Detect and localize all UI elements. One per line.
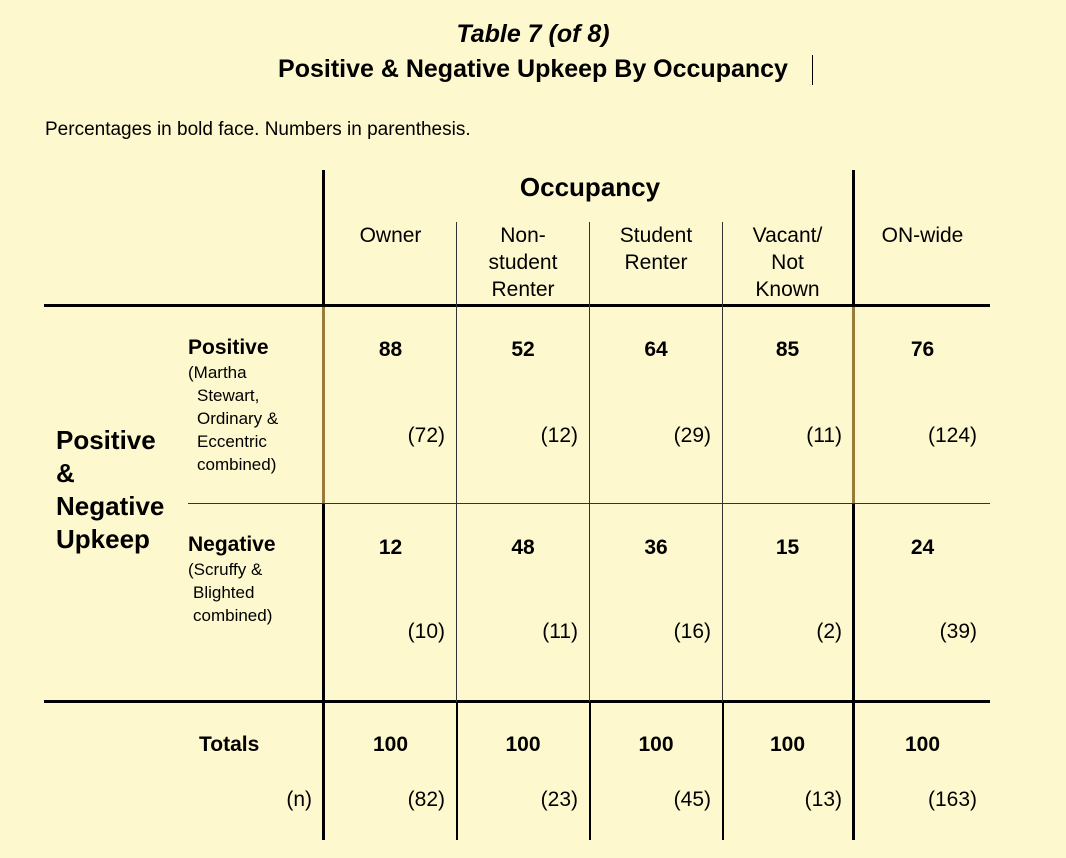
- totals-pct-owner: 100: [372, 733, 409, 756]
- positive-n-student: (29): [673, 424, 711, 447]
- totals-n-vacant: (13): [804, 788, 842, 811]
- totals-n-student: (45): [673, 788, 711, 811]
- negative-n-vacant: (2): [816, 620, 842, 643]
- row-sublabel-negative: (Scruffy & Blighted combined): [188, 560, 273, 625]
- negative-pct-nonstudent: 48: [511, 536, 535, 559]
- negative-pct-student: 36: [644, 536, 668, 559]
- col-header-student-renter: Student Renter: [619, 224, 693, 274]
- col-divider: [456, 702, 458, 840]
- header-bottom-rule: [44, 304, 990, 307]
- col-header-vacant: Vacant/ Not Known: [752, 224, 823, 301]
- totals-n-nonstudent: (23): [540, 788, 578, 811]
- row-divider: [188, 503, 990, 504]
- col-header-nonstudent-renter: Non- student Renter: [488, 224, 558, 301]
- occupancy-header: Occupancy: [519, 172, 661, 202]
- col-divider: [722, 702, 724, 840]
- negative-n-onwide: (39): [939, 620, 977, 643]
- row-label-negative: Negative: [188, 533, 276, 556]
- totals-pct-student: 100: [638, 733, 674, 756]
- row-group-label: Positive & Negative Upkeep: [56, 425, 165, 554]
- col-divider: [589, 702, 591, 840]
- positive-n-owner: (72): [407, 424, 445, 447]
- negative-n-student: (16): [673, 620, 711, 643]
- totals-pct-onwide: 100: [904, 733, 941, 756]
- col-header-onwide: ON-wide: [881, 224, 964, 247]
- positive-n-vacant: (11): [806, 424, 842, 447]
- totals-pct-vacant: 100: [769, 733, 806, 756]
- row-sublabel-positive: (Martha Stewart, Ordinary & Eccentric combined): [188, 363, 279, 474]
- negative-pct-vacant: 15: [775, 536, 800, 559]
- row-label-n: (n): [286, 788, 312, 811]
- positive-n-onwide: (124): [927, 424, 977, 447]
- table-title: Table 7 (of 8): [456, 20, 610, 48]
- positive-pct-onwide: 76: [910, 338, 935, 361]
- totals-top-rule: [44, 700, 990, 703]
- row-label-totals: Totals: [199, 733, 260, 756]
- negative-n-nonstudent: (11): [542, 620, 578, 643]
- positive-highlight-left: [322, 307, 325, 503]
- table-subtitle: Positive & Negative Upkeep By Occupancy: [278, 55, 788, 83]
- totals-n-onwide: (163): [927, 788, 977, 811]
- positive-highlight-right: [852, 307, 855, 503]
- col-header-owner: Owner: [359, 224, 422, 247]
- positive-n-nonstudent: (12): [540, 424, 578, 447]
- text-cursor: [812, 55, 813, 85]
- table-note: Percentages in bold face. Numbers in parenthesis.: [45, 119, 471, 140]
- positive-pct-student: 64: [644, 338, 668, 361]
- negative-n-owner: (10): [407, 620, 445, 643]
- row-label-positive: Positive: [188, 336, 269, 359]
- negative-pct-owner: 12: [378, 536, 403, 559]
- negative-pct-onwide: 24: [910, 536, 935, 559]
- totals-n-owner: (82): [407, 788, 445, 811]
- positive-pct-vacant: 85: [775, 338, 800, 361]
- totals-pct-nonstudent: 100: [505, 733, 541, 756]
- positive-pct-nonstudent: 52: [511, 338, 535, 361]
- positive-pct-owner: 88: [378, 338, 403, 361]
